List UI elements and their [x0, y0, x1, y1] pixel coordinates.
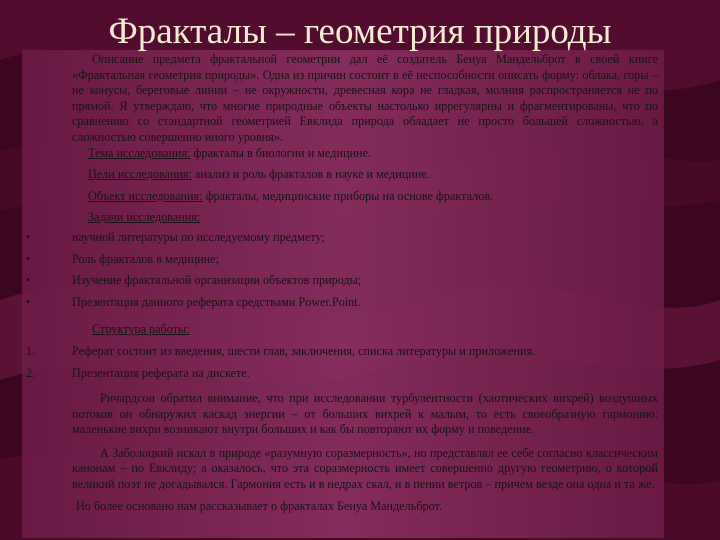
- list-item: [24, 252, 658, 268]
- bullet-marker: •: [26, 251, 31, 266]
- structure-label: Структура работы:: [92, 322, 190, 337]
- structure-text: Презентация реферата на дискете.: [72, 365, 250, 380]
- task-text: научной литературы по исследуемому предмету;: [72, 229, 325, 244]
- task-text: Изучение фрактальной организации объектов природы;: [72, 273, 362, 288]
- structure-list: [24, 344, 658, 381]
- intro-paragraph: Описание предмета фрактальной геометрии дал её создатель Бенуа Мандельброт в своей книге «Фрактальная геометрия природы». Одна из причин состоит в её неспособности описать форму: облака, горы – не конусы, береговые линии – не окружности, древесная кора не гладкая, молния распространяется не по прямой. Я утверждаю, что многие природные объекты настолько иррегулярны и фрагментированы, что по сравнению со стандартной геометрией Евклида природа обладает не просто большей сложностью, а сложностью совершенно иного уровня».: [72, 52, 658, 144]
- list-item: [24, 273, 658, 289]
- list-item: [24, 366, 658, 382]
- list-item: [24, 295, 658, 311]
- bullet-marker: •: [26, 273, 31, 288]
- task-text: Презентация данного реферата средствами Power.Point.: [72, 294, 361, 309]
- research-object: [24, 189, 658, 205]
- list-number: 2.: [26, 365, 36, 380]
- research-object-label: Объект исследования:: [88, 188, 203, 203]
- research-goals-text: анализ и роль фракталов в науке и медицине.: [191, 167, 430, 182]
- closing-line: Но более основано нам рассказывает о фракталах Бенуа Мандельброт.: [76, 498, 443, 513]
- slide-body: [24, 52, 658, 514]
- bullet-marker: •: [26, 294, 31, 309]
- research-goals-label: Цели исследования:: [88, 167, 192, 182]
- list-number: 1.: [26, 343, 36, 358]
- structure-heading: [24, 322, 658, 338]
- zabolotsky-paragraph: А Заболоцкий искал в природе «разумную соразмерность», но представлял ее себе согласно классическим канонам – по Евклиду; а оказалось, что эта соразмерность имеет совершенно другую геометрию, о которой великий поэт не догадывался. Гармония есть и в недрах скал, и в пении ветров – причем везде она одна и та же.: [72, 445, 658, 492]
- bullet-marker: •: [26, 229, 31, 244]
- research-topic-label: Тема исследования:: [88, 145, 191, 160]
- structure-text: Реферат состоит из введения, шести глав, заключения, списка литературы и приложения.: [72, 343, 536, 358]
- research-tasks: [24, 210, 658, 226]
- slide-title: Фракталы – геометрия природы: [108, 11, 612, 52]
- list-item: [24, 344, 658, 360]
- list-item: [24, 230, 658, 246]
- task-text: Роль фракталов в медицине;: [72, 251, 220, 266]
- tasks-list: [24, 230, 658, 310]
- research-object-text: фракталы, медицинские приборы на основе фракталов.: [202, 188, 494, 203]
- research-topic-text: фракталы в биологии и медицине.: [190, 145, 371, 160]
- research-goals: [24, 167, 658, 183]
- richardson-paragraph: Ричардсон обратил внимание, что при исследовании турбулентности (хаотических вихрей) воздушных потоков он обнаружил каскад энергии – от больших вихрей к малым, то есть своеобразную гармонию: маленькие вихри возникают внутри больших и как бы повторяют их форму и поведение.: [72, 391, 658, 437]
- research-topic: [24, 146, 658, 162]
- research-tasks-label: Задачи исследования:: [88, 210, 201, 225]
